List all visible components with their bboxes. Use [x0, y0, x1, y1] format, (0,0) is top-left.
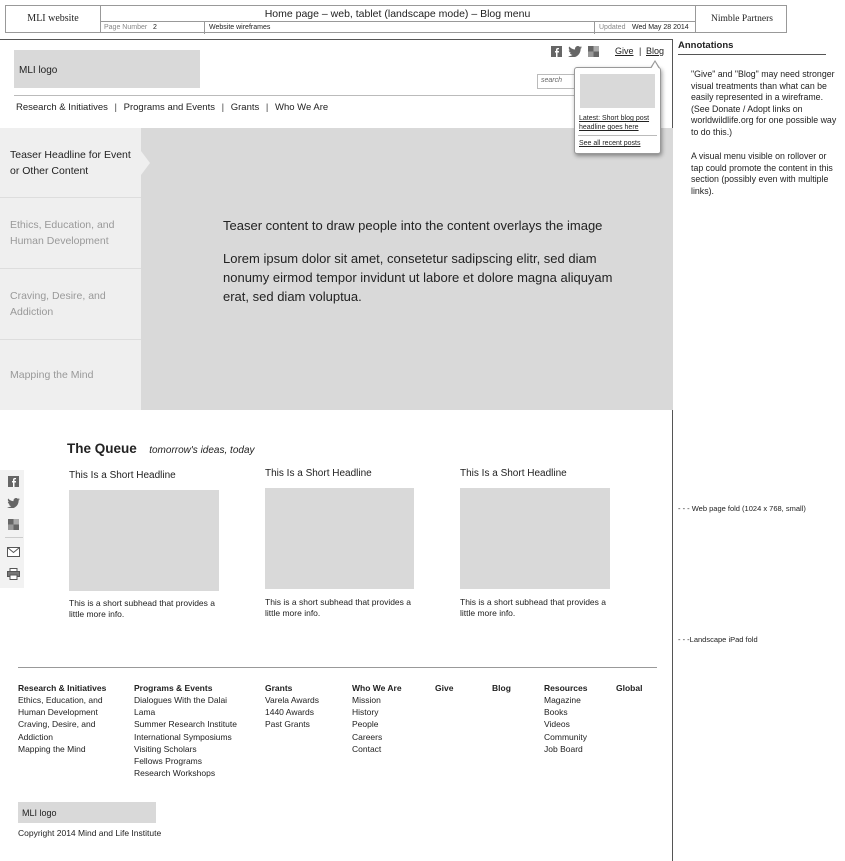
- footer-link[interactable]: Fellows Programs: [134, 756, 203, 767]
- share-delicious-icon[interactable]: [8, 519, 19, 530]
- site-logo[interactable]: [14, 50, 200, 88]
- queue-card[interactable]: [69, 470, 229, 620]
- fold-marker-web: - - - Web page fold (1024 x 768, small): [678, 504, 806, 513]
- footer-link[interactable]: Past Grants: [265, 719, 310, 730]
- nav-separator: |: [221, 102, 225, 113]
- page-number: 2: [153, 24, 157, 31]
- footer-column-title[interactable]: Research & Initiatives: [18, 683, 107, 693]
- footer-link[interactable]: International Symposiums: [134, 731, 232, 742]
- footer-link[interactable]: Mission: [352, 695, 381, 705]
- share-twitter-icon[interactable]: [7, 498, 20, 508]
- footer-logo[interactable]: [18, 802, 156, 823]
- nav-separator: |: [265, 102, 269, 113]
- hero-tab-arrow: [141, 151, 150, 175]
- footer-link[interactable]: Magazine: [544, 695, 581, 705]
- footer-link[interactable]: Contact: [352, 743, 382, 754]
- footer-column: [492, 682, 511, 694]
- hero-tabs: [0, 128, 141, 410]
- footer-link[interactable]: Dialogues With the Dalai: [134, 695, 228, 705]
- annotations-heading: Annotations: [678, 40, 734, 51]
- annotation-note: "Give" and "Blog" may need stronger visual treatments than what can be easily represented in a wireframe. (See Donate / Adopt links on worldwildlife.org for one possible way to do this.): [691, 69, 837, 137]
- footer-link[interactable]: Addiction: [18, 731, 53, 742]
- card-image: [265, 488, 414, 589]
- nav-grants[interactable]: Grants: [230, 102, 260, 113]
- footer-link[interactable]: Books: [544, 707, 568, 718]
- footer-logo-text: MLI logo: [22, 808, 57, 818]
- page-number-label: Page Number: [104, 24, 148, 31]
- queue-title: The Queue: [67, 441, 137, 456]
- doc-header: [5, 5, 787, 33]
- main-nav: [16, 102, 328, 113]
- blog-latest-link[interactable]: Latest: Short blog post headline goes here: [579, 115, 650, 131]
- card-image: [69, 490, 219, 591]
- footer-divider: [18, 667, 657, 668]
- queue-heading: [67, 440, 255, 458]
- card-subhead: This is a short subhead that provides a little more info.: [460, 597, 606, 618]
- hero-tab-label: Teaser Headline for Event or Other Content: [10, 149, 131, 177]
- blog-menu: [574, 67, 661, 154]
- footer-link[interactable]: Research Workshops: [134, 768, 216, 779]
- nav-separator: |: [114, 102, 117, 113]
- footer-link[interactable]: Visiting Scholars: [134, 743, 197, 754]
- annotation-note: A visual menu visible on rollover or tap could promote the content in this section (possibly even with multiple links).: [691, 151, 833, 196]
- footer-column-title[interactable]: Resources: [544, 683, 588, 693]
- footer-column: [616, 682, 642, 694]
- blog-menu-thumbnail: [580, 74, 655, 108]
- nav-research[interactable]: Research & Initiatives: [16, 102, 108, 113]
- doc-title: Home page – web, tablet (landscape mode) – Blog menu: [264, 8, 531, 20]
- card-subhead: This is a short subhead that provides a little more info.: [69, 598, 215, 619]
- footer-column: [544, 682, 587, 755]
- hero-tab-label: Mapping the Mind: [10, 369, 94, 381]
- footer-column: [134, 682, 237, 779]
- footer-link[interactable]: Ethics, Education, and: [18, 695, 103, 705]
- footer-column-title[interactable]: Who We Are: [352, 683, 402, 693]
- hero-tab-active[interactable]: [0, 128, 141, 198]
- footer-column-title[interactable]: Grants: [265, 683, 293, 693]
- card-image: [460, 488, 610, 589]
- footer-link[interactable]: Community: [544, 731, 587, 742]
- fold-marker-ipad: - - -Landscape iPad fold: [678, 635, 758, 644]
- hero-tab[interactable]: [0, 340, 141, 410]
- company-name: Nimble Partners: [695, 6, 788, 32]
- footer-link[interactable]: Varela Awards: [265, 695, 320, 705]
- hero-body: Lorem ipsum dolor sit amet, consetetur sadipscing elitr, sed diam nonumy eirmod tempor invidunt ut labore et dolore magna aliquyam erat, sed diam voluptua.: [223, 251, 613, 304]
- hero-teaser: Teaser content to draw people into the content overlays the image: [223, 218, 603, 233]
- nav-programs[interactable]: Programs and Events: [123, 102, 215, 113]
- give-blog-separator: |: [639, 46, 642, 56]
- updated-label: Updated: [594, 22, 625, 34]
- footer-link[interactable]: Mapping the Mind: [18, 743, 86, 754]
- footer-column-title[interactable]: Blog: [492, 683, 511, 693]
- footer-column-title[interactable]: Programs & Events: [134, 683, 213, 693]
- card-headline: This Is a Short Headline: [265, 468, 372, 479]
- project-name: MLI website: [6, 6, 101, 32]
- annotations-underline: [678, 54, 826, 55]
- footer-link[interactable]: Summer Research Institute: [134, 719, 237, 730]
- search-input[interactable]: [537, 74, 577, 89]
- updated-date: Wed May 28 2014: [632, 24, 689, 31]
- footer-column: [265, 682, 319, 731]
- footer-link[interactable]: Craving, Desire, and: [18, 719, 96, 730]
- queue-tagline: tomorrow's ideas, today: [149, 445, 255, 456]
- card-headline: This Is a Short Headline: [460, 468, 567, 479]
- card-subhead: This is a short subhead that provides a little more info.: [265, 597, 411, 618]
- card-headline: This Is a Short Headline: [69, 470, 176, 481]
- hero-tab-label: Craving, Desire, and Addiction: [10, 290, 106, 318]
- footer-column-title[interactable]: Global: [616, 683, 643, 693]
- share-bar: [0, 470, 24, 588]
- blog-see-all-link[interactable]: See all recent posts: [579, 140, 641, 147]
- blog-link[interactable]: Blog: [646, 46, 665, 56]
- search-placeholder: search: [541, 77, 563, 84]
- footer-column-title[interactable]: Give: [435, 683, 454, 693]
- header-delicious-icon[interactable]: [588, 46, 599, 57]
- copyright: Copyright 2014 Mind and Life Institute: [18, 828, 162, 838]
- queue-card[interactable]: [460, 468, 620, 618]
- footer-link[interactable]: Careers: [352, 731, 383, 742]
- site-logo-text: MLI logo: [19, 65, 58, 76]
- share-email-icon[interactable]: [7, 547, 20, 557]
- footer-link[interactable]: Lama: [134, 707, 156, 718]
- hero-tab[interactable]: [0, 269, 141, 340]
- footer-link[interactable]: 1440 Awards: [265, 707, 314, 718]
- share-facebook-icon[interactable]: [8, 476, 19, 487]
- footer-link[interactable]: People: [352, 719, 379, 730]
- footer-column: [435, 682, 453, 694]
- hero-tab-label: Ethics, Education, and Human Development: [10, 219, 115, 247]
- footer-link[interactable]: History: [352, 707, 379, 718]
- header-facebook-icon[interactable]: [551, 46, 562, 57]
- header-divider: [14, 95, 657, 96]
- footer-link[interactable]: Job Board: [544, 743, 583, 754]
- footer-column: [18, 682, 106, 755]
- footer-link[interactable]: Human Development: [18, 707, 98, 718]
- give-link[interactable]: Give: [615, 46, 634, 56]
- header-twitter-icon[interactable]: [568, 46, 582, 57]
- footer-column: [352, 682, 402, 755]
- doc-subtitle: Website wireframes: [204, 22, 270, 34]
- footer-link[interactable]: Videos: [544, 719, 570, 730]
- queue-card[interactable]: [265, 468, 425, 618]
- nav-who-we-are[interactable]: Who We Are: [275, 102, 329, 113]
- hero-tab[interactable]: [0, 198, 141, 269]
- share-print-icon[interactable]: [7, 568, 20, 580]
